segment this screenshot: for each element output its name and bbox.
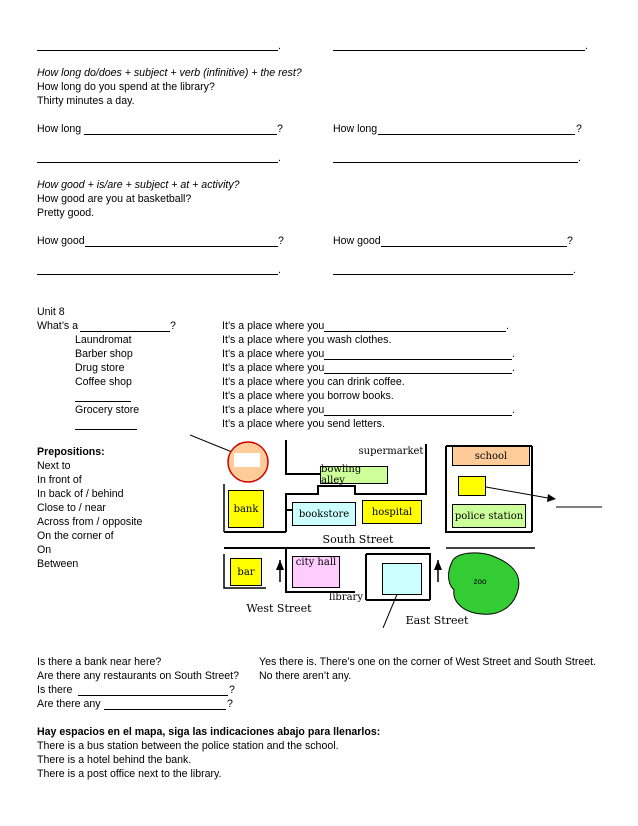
how-long-question: How long do you spend at the library? bbox=[37, 81, 215, 93]
place-item: Coffee shop bbox=[75, 376, 132, 388]
place-item: Grocery store bbox=[75, 404, 140, 416]
prepositions-title: Prepositions: bbox=[37, 446, 105, 458]
answer-line[interactable] bbox=[333, 50, 585, 51]
a2: No there aren’t any. bbox=[259, 670, 352, 682]
qmark: ? bbox=[277, 123, 283, 135]
instruction-line: There is a post office next to the library. bbox=[37, 768, 222, 780]
map-west-street: West Street bbox=[246, 601, 312, 615]
line-period: . bbox=[278, 264, 281, 276]
answer-line[interactable] bbox=[84, 134, 277, 135]
answer-line[interactable] bbox=[78, 695, 228, 696]
preposition-item: In back of / behind bbox=[37, 488, 124, 500]
definition: It’s a place where you bbox=[222, 348, 325, 360]
instruction-line: There is a bus station between the police station and the school. bbox=[37, 740, 339, 752]
definition: It’s a place where you bbox=[222, 404, 325, 416]
answer-line[interactable] bbox=[378, 134, 575, 135]
qmark: ? bbox=[576, 123, 582, 135]
answer-line[interactable] bbox=[333, 274, 573, 275]
map-south-street: South Street bbox=[322, 532, 394, 546]
qmark: ? bbox=[170, 320, 176, 332]
how-good-prompt: How good bbox=[333, 235, 381, 247]
definition: It’s a place where you bbox=[222, 320, 325, 332]
preposition-item: On the corner of bbox=[37, 530, 114, 542]
map-supermarket: supermarket bbox=[358, 445, 424, 457]
preposition-item: In front of bbox=[37, 474, 82, 486]
map-bowling-alley: bowling alley bbox=[320, 466, 388, 484]
q3: Is there bbox=[37, 684, 73, 696]
answer-line[interactable] bbox=[85, 246, 278, 247]
map-blank-cyan[interactable] bbox=[382, 563, 422, 595]
instruction-line: There is a hotel behind the bank. bbox=[37, 754, 192, 766]
line-period: . bbox=[585, 40, 588, 52]
preposition-item: Between bbox=[37, 558, 79, 570]
line-period: . bbox=[512, 404, 515, 416]
preposition-item: On bbox=[37, 544, 52, 556]
how-long-answer: Thirty minutes a day. bbox=[37, 95, 135, 107]
how-long-pattern: How long do/does + subject + verb (infinitive) + the rest? bbox=[37, 67, 302, 79]
answer-line[interactable] bbox=[37, 274, 278, 275]
unit-title: Unit 8 bbox=[37, 306, 65, 318]
q4: Are there any bbox=[37, 698, 101, 710]
answer-line[interactable] bbox=[80, 331, 170, 332]
answer-line[interactable] bbox=[37, 162, 278, 163]
how-good-question: How good are you at basketball? bbox=[37, 193, 192, 205]
map-bar: bar bbox=[230, 558, 262, 586]
map-school: school bbox=[452, 446, 530, 466]
place-blank-line[interactable] bbox=[75, 401, 131, 402]
answer-line[interactable] bbox=[104, 709, 226, 710]
map-zoo-label: zoo bbox=[473, 576, 487, 586]
town-map bbox=[190, 432, 610, 628]
place-item: Barber shop bbox=[75, 348, 133, 360]
definition: It’s a place where you can drink coffee. bbox=[222, 376, 405, 388]
place-item: Drug store bbox=[75, 362, 125, 374]
place-blank-line[interactable] bbox=[75, 429, 137, 430]
answer-line[interactable] bbox=[324, 359, 512, 360]
q1: Is there a bank near here? bbox=[37, 656, 162, 668]
q2: Are there any restaurants on South Street? bbox=[37, 670, 239, 682]
map-city-hall: city hall bbox=[292, 556, 340, 588]
line-period: . bbox=[278, 40, 281, 52]
qmark: ? bbox=[227, 698, 233, 710]
definition: It’s a place where you send letters. bbox=[222, 418, 385, 430]
line-period: . bbox=[512, 362, 515, 374]
answer-line[interactable] bbox=[333, 162, 578, 163]
instructions-title: Hay espacios en el mapa, siga las indicaciones abajo para llenarlos: bbox=[37, 726, 381, 738]
map-library: library bbox=[329, 591, 363, 603]
answer-line[interactable] bbox=[381, 246, 567, 247]
whats-a-prompt: What’s a bbox=[37, 320, 79, 332]
how-good-prompt: How good bbox=[37, 235, 85, 247]
line-period: . bbox=[578, 152, 581, 164]
qmark: ? bbox=[278, 235, 284, 247]
answer-line[interactable] bbox=[324, 331, 506, 332]
answer-line[interactable] bbox=[324, 415, 512, 416]
how-good-answer: Pretty good. bbox=[37, 207, 95, 219]
preposition-item: Close to / near bbox=[37, 502, 106, 514]
preposition-item: Across from / opposite bbox=[37, 516, 143, 528]
map-police-station: police station bbox=[452, 504, 526, 528]
qmark: ? bbox=[567, 235, 573, 247]
line-period: . bbox=[278, 152, 281, 164]
line-period: . bbox=[506, 320, 509, 332]
qmark: ? bbox=[229, 684, 235, 696]
map-bank: bank bbox=[228, 490, 264, 528]
how-long-prompt: How long bbox=[333, 123, 378, 135]
answer-line[interactable] bbox=[37, 50, 278, 51]
map-east-street: East Street bbox=[405, 613, 469, 627]
how-good-pattern: How good + is/are + subject + at + activity? bbox=[37, 179, 240, 191]
answer-line[interactable] bbox=[324, 373, 512, 374]
line-period: . bbox=[573, 264, 576, 276]
map-blank-spot bbox=[234, 453, 260, 467]
map-blank-yellow[interactable] bbox=[458, 476, 486, 496]
how-long-prompt: How long bbox=[37, 123, 82, 135]
definition: It’s a place where you wash clothes. bbox=[222, 334, 392, 346]
definition: It’s a place where you borrow books. bbox=[222, 390, 394, 402]
definition: It’s a place where you bbox=[222, 362, 325, 374]
place-item: Laundromat bbox=[75, 334, 132, 346]
map-bookstore: bookstore bbox=[292, 502, 356, 526]
map-streets bbox=[190, 432, 610, 628]
map-hospital: hospital bbox=[362, 500, 422, 524]
line-period: . bbox=[512, 348, 515, 360]
a1: Yes there is. There’s one on the corner of West Street and South Street. bbox=[259, 656, 597, 668]
preposition-item: Next to bbox=[37, 460, 71, 472]
